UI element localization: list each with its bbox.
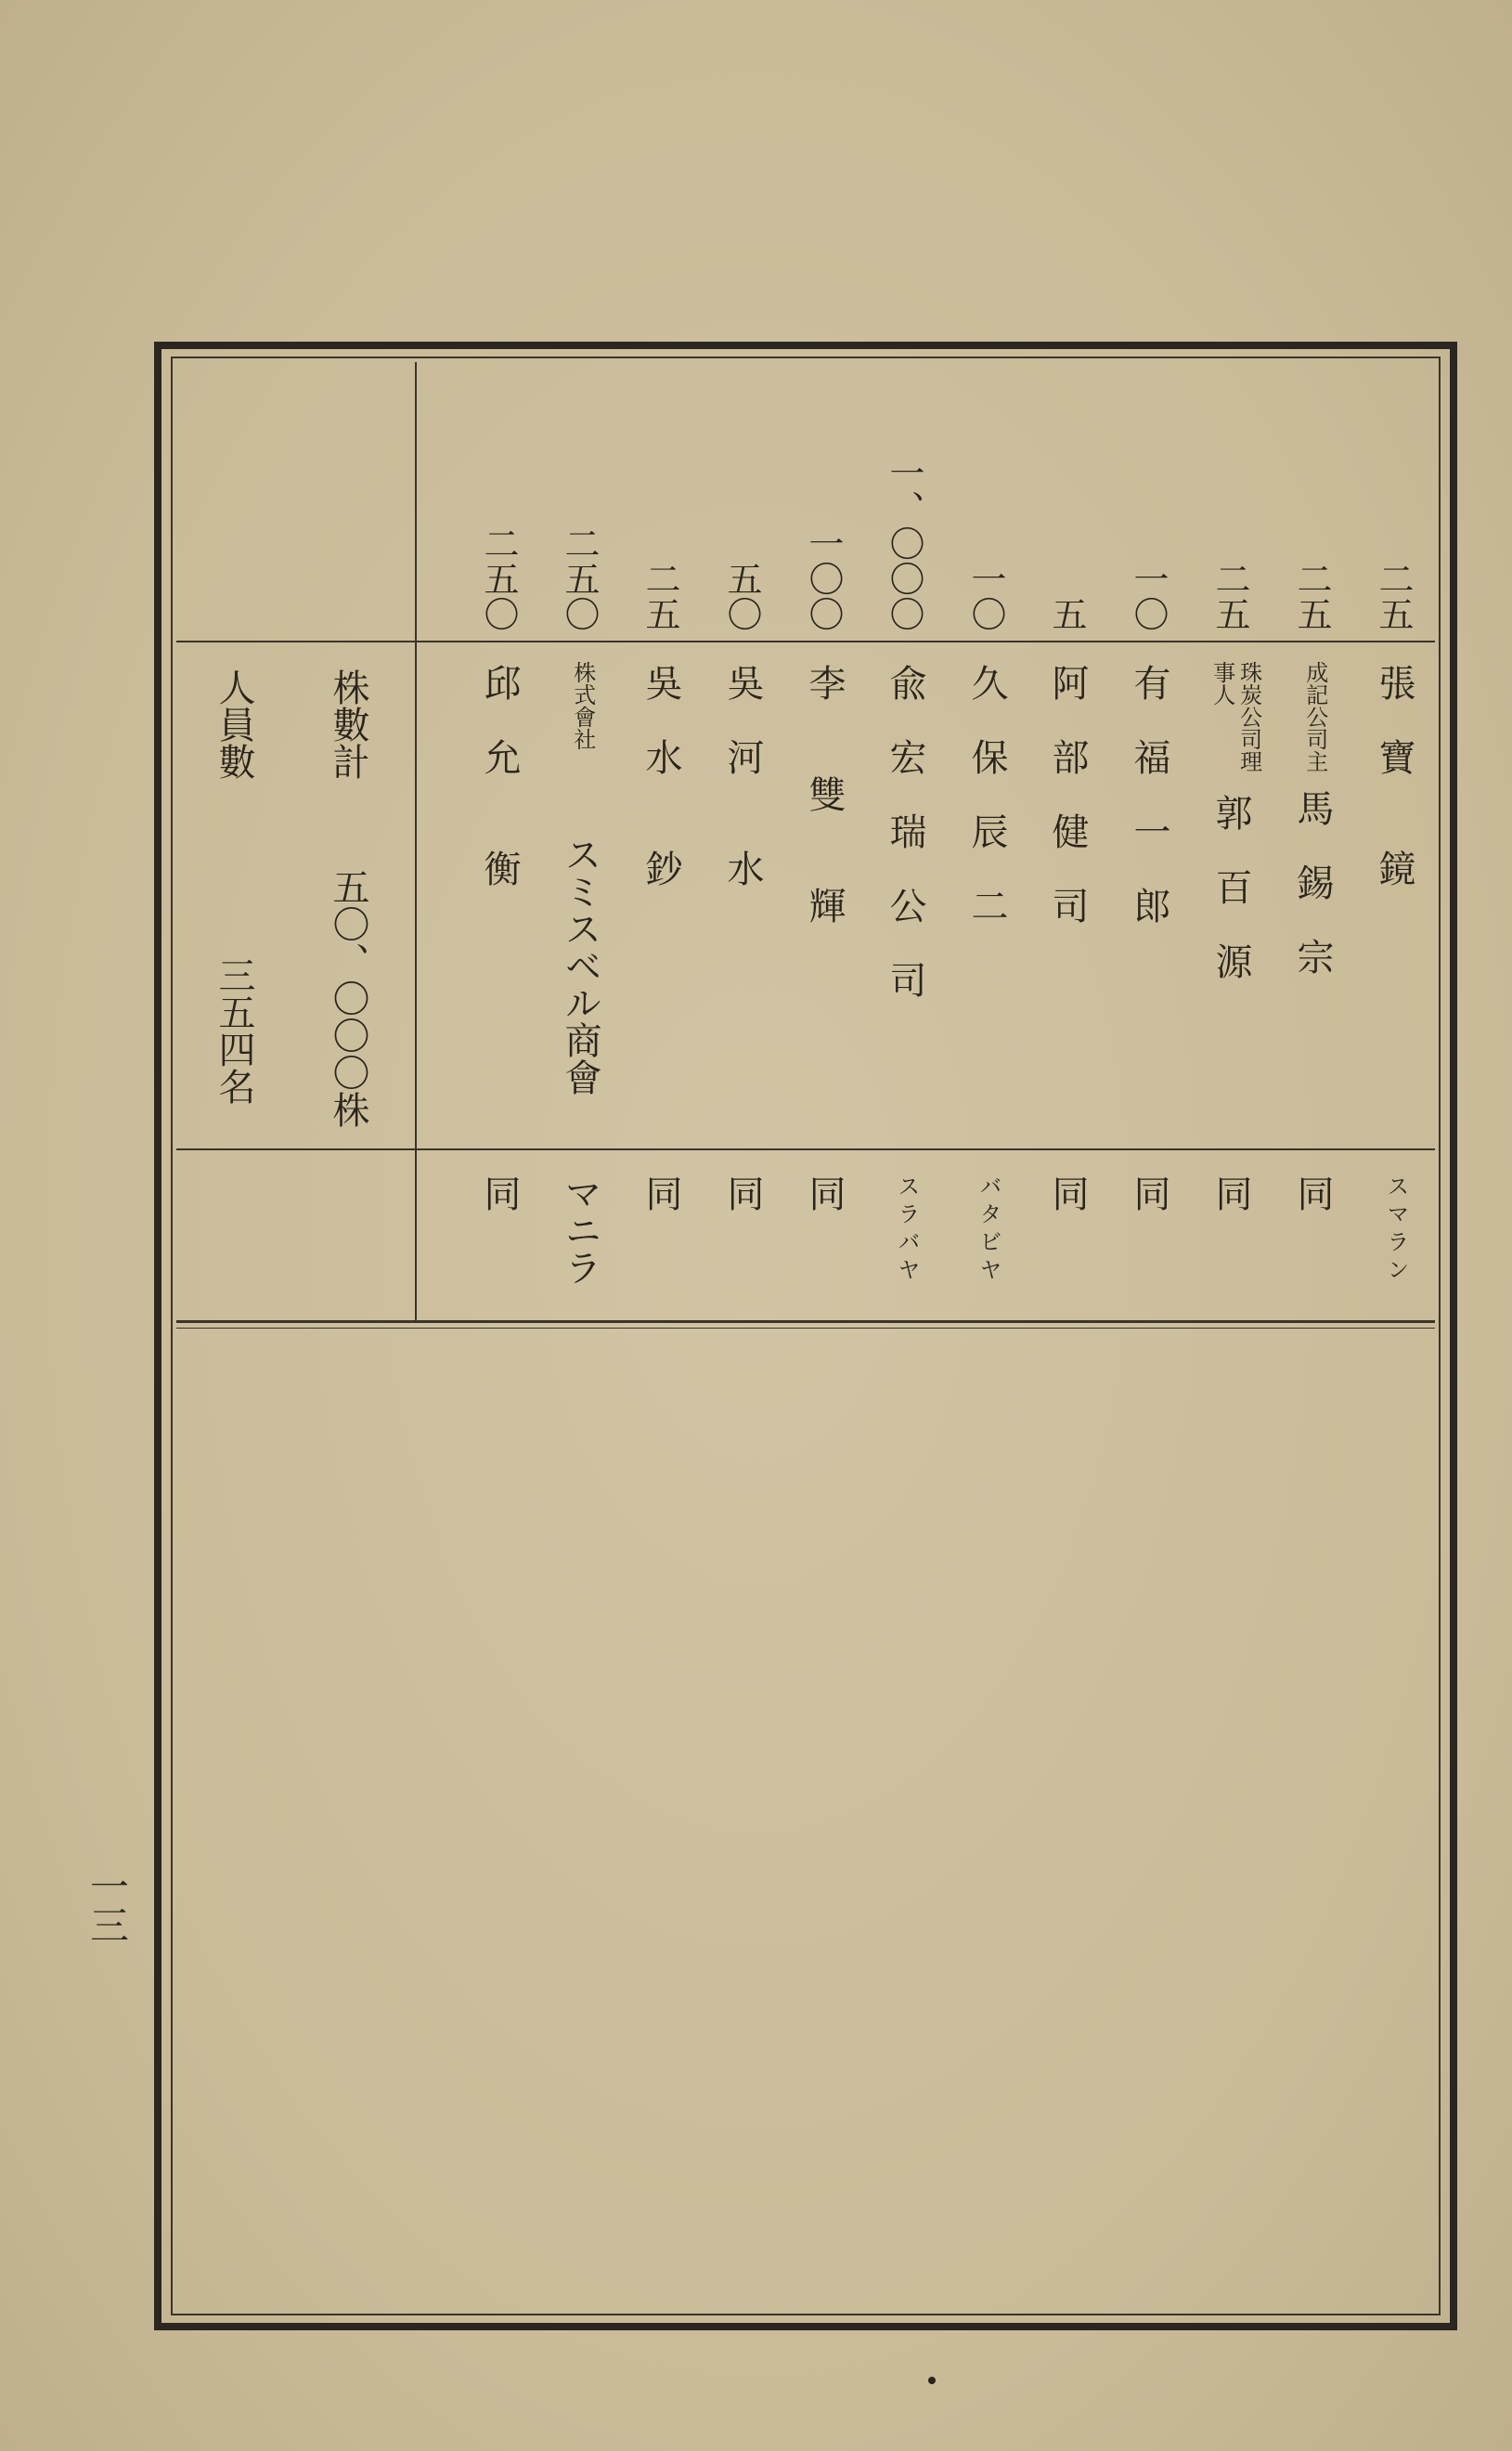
row-amount: 二五 <box>1291 561 1332 631</box>
row-name: 吳 河 水 <box>721 664 764 887</box>
row-prefix: 珠炭公司理事人 <box>1208 661 1262 772</box>
summary-column-divider <box>415 362 417 1320</box>
shares-total-label: 株數計 <box>327 668 369 780</box>
row-name: 馬 錫 宗 <box>1291 789 1334 975</box>
amount-divider <box>176 641 1435 642</box>
place-divider <box>176 1148 1435 1150</box>
row-place: 同 <box>1291 1174 1334 1212</box>
table-bottom-rule <box>176 1320 1435 1323</box>
row-name: スミスベル商會 <box>559 836 601 1096</box>
row-prefix: 株式會社 <box>569 661 596 750</box>
row-place: 同 <box>478 1174 521 1212</box>
row-name: 張 寶 鏡 <box>1373 664 1415 887</box>
row-name: 邱 允 衡 <box>478 664 521 887</box>
table-bottom-rule-2 <box>176 1328 1435 1329</box>
row-name: 兪 宏 瑞 公 司 <box>884 664 926 998</box>
page-number: 一三 <box>84 1866 130 1944</box>
row-amount: 五 <box>1046 596 1087 631</box>
row-amount: 二五 <box>1373 561 1414 631</box>
row-place: 同 <box>640 1174 682 1212</box>
row-name: 李 雙 輝 <box>803 664 846 924</box>
row-place: 同 <box>803 1174 846 1212</box>
row-place: スマラン <box>1383 1174 1409 1286</box>
row-place: 同 <box>1046 1174 1089 1212</box>
row-name: 郭 百 源 <box>1209 794 1252 979</box>
row-amount: 一〇〇 <box>803 525 844 631</box>
row-amount: 五〇 <box>721 561 762 631</box>
members-total-value: 三五四名 <box>213 956 255 1105</box>
row-amount: 二五〇 <box>559 525 600 631</box>
row-amount: 二五〇 <box>478 525 519 631</box>
row-name: 久 保 辰 二 <box>965 664 1008 924</box>
footer-dot <box>928 2377 936 2384</box>
row-place: 同 <box>1209 1174 1252 1212</box>
row-place: 同 <box>721 1174 764 1212</box>
row-name: 阿 部 健 司 <box>1046 664 1089 924</box>
row-amount: 一〇 <box>1128 561 1169 631</box>
row-place: マニラ <box>559 1174 601 1286</box>
row-name: 有 福 一 郎 <box>1128 664 1170 924</box>
row-amount: 二五 <box>1209 561 1250 631</box>
row-amount: 一〇 <box>965 561 1006 631</box>
members-total-label: 人員數 <box>213 668 255 780</box>
row-place: 同 <box>1128 1174 1170 1212</box>
inner-frame <box>171 357 1441 2315</box>
row-amount: 二五 <box>640 561 680 631</box>
row-prefix: 成記公司主 <box>1301 661 1328 772</box>
row-place: スラバヤ <box>894 1174 920 1286</box>
row-name: 吳 水 鈔 <box>640 664 682 887</box>
row-amount: 一、〇〇〇 <box>884 455 924 631</box>
row-place: バタビヤ <box>976 1174 1002 1286</box>
shares-total-value: 五〇、〇〇〇株 <box>327 868 369 1128</box>
